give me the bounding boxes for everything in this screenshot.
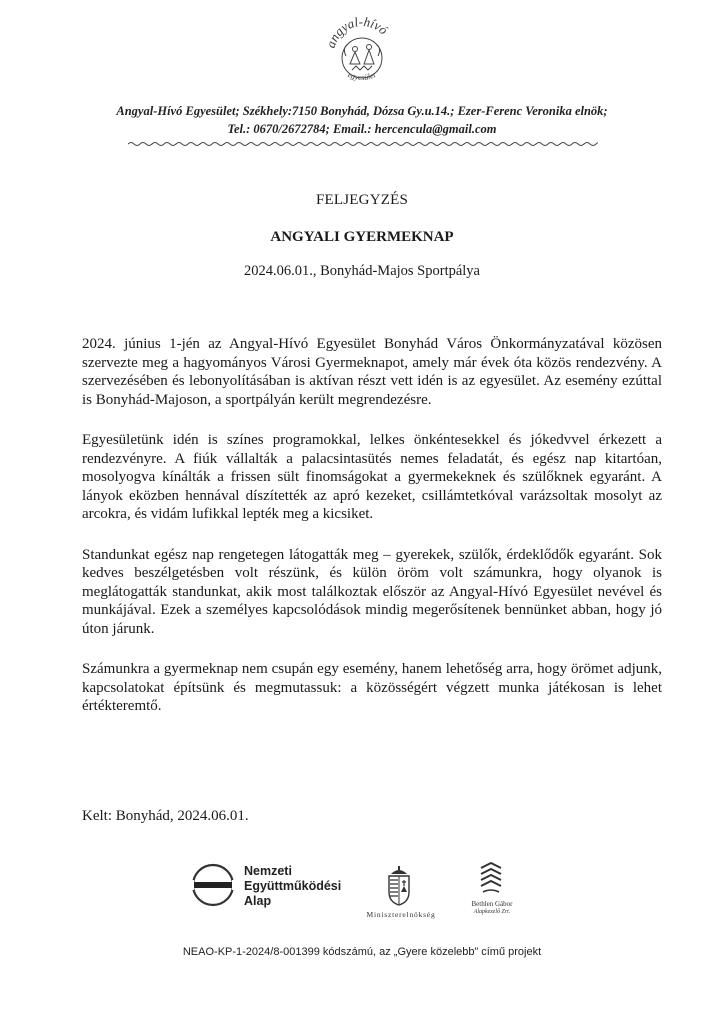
paragraph-2: Egyesületünk idén is színes programokkal, lelkes önkéntesekkel és jókedvvel érkezett a rendezvényre. A fiúk vállalták a palacsintasütés nemes feladatát, és egész nap kitartóan, mosolyogva kínálták a frissen sült finomságokat a gyermekeknek és szülőknek egyaránt. A lányok eközben hennával díszítették az apró kezeket, csillámtetkóval varázsoltak mosolyt az arcokra, és vidám lufikkal lepték meg a kicsiket. [82, 432, 662, 522]
document-type: FELJEGYZÉS [316, 192, 408, 208]
association-logo [322, 12, 402, 98]
header-address-line: Angyal-Hívó Egyesület; Székhely:7150 Bonyhád, Dózsa Gy.u.14.; Ezer-Ferenc Veronika elnök; [116, 104, 608, 118]
paragraph-4: Számunkra a gyermeknap nem csupán egy esemény, hanem lehetőség arra, hogy örömet adjunk, kapcsolatokat építsünk és megmutassuk: a közösségért végzett munka játékosan is lehet értékteremtő. [82, 661, 662, 714]
header-contact-line: Tel.: 0670/2672784; Email.: hercencula@gmail.com [227, 122, 497, 136]
paragraph-3: Standunkat egész nap rengetegen látogatták meg – gyerekek, szülők, érdeklődők egyaránt. Sok kedves beszélgetésben volt részünk, és külön öröm volt számunkra, hogy olyanok is meglátogatták standunkat, akik most találkoztak először az Angyal-Hívó Egyesület nevével és munkájával. Ezek a személyes kapcsolódások mindig megerősítenek bennünket abban, hogy jó úton járunk. [82, 546, 662, 637]
document-subtitle: 2024.06.01., Bonyhád-Majos Sportpálya [243, 263, 480, 279]
nea-logo-text: Nemzeti Együttműködési Alap [244, 864, 342, 908]
nea-logo-icon [190, 862, 236, 908]
paragraph-1: 2024. június 1-jén az Angyal-Hívó Egyesület Bonyhád Város Önkormányzatával közösen szervezte meg a hagyományos Városi Gyermeknapot, amely már évek óta közös rendezvény. A szervezésében és lebonyolításában is aktívan részt vett idén is az egyesület. Az esemény ezúttal is Bonyhád-Majoson, a sportpályán került megrendezésre. [82, 336, 662, 408]
document-title: ANGYALI GYERMEKNAP [270, 229, 454, 245]
wavy-divider [128, 140, 598, 148]
project-footer: NEAO-KP-1-2024/8-001399 kódszámú, az „Gyere közelebb” című projekt [182, 946, 542, 958]
svg-text:angyal-hívó: angyal-hívó [322, 13, 391, 50]
date-place-line: Kelt: Bonyhád, 2024.06.01. [82, 808, 249, 824]
sponsor-logos [0, 860, 724, 930]
svg-text:egyesület: egyesület [346, 70, 377, 83]
bethlen-logo-icon [478, 862, 504, 896]
ministry-label: Miniszterelnökség [366, 910, 436, 919]
angel-logo-icon [322, 12, 402, 98]
document-body [82, 335, 662, 738]
hungarian-crest-icon [386, 866, 412, 906]
bethlen-label: Bethlen Gábor Alapkezelő Zrt. [471, 900, 513, 915]
